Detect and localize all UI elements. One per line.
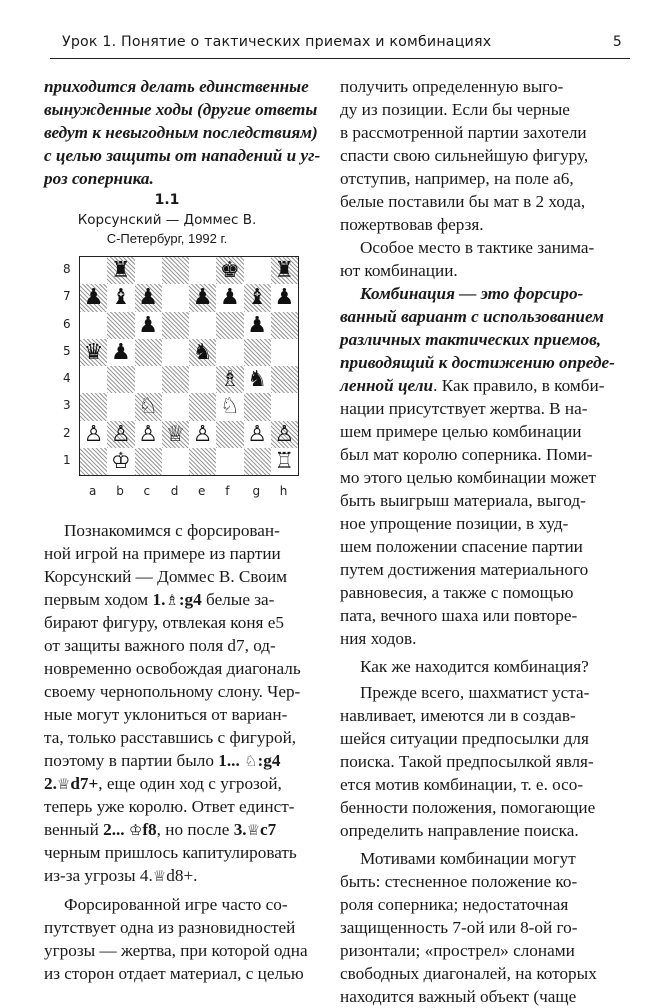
text-line: был мат королю соперника. Поми- <box>340 445 593 464</box>
chess-piece-icon: ♞ <box>247 367 267 392</box>
file-label: g <box>252 484 261 498</box>
text-line: ленной цели. Как правило, в комби- <box>340 376 605 395</box>
text-line: первым ходом 1.♗:g4 белые за- <box>44 590 275 609</box>
board-square <box>107 366 134 393</box>
text-line: черным пришлось капитулировать <box>44 843 297 862</box>
file-label: e <box>198 484 206 498</box>
chess-piece-icon: ♟ <box>138 285 158 311</box>
figure-players: Корсунский — Доммес В. <box>77 212 257 228</box>
chess-piece-icon: ♞ <box>192 339 213 365</box>
board-square <box>244 339 271 366</box>
board-square <box>162 339 189 366</box>
text-line: нации присутствует жертва. В на- <box>340 399 588 418</box>
text-line: угрозы — жертва, при которой одна <box>44 941 308 960</box>
text-line: Форсированной игре часто со- <box>64 895 288 914</box>
board-square <box>162 366 189 393</box>
text-line: спасти свою сильнейшую фигуру, <box>340 146 589 165</box>
rank-label: 8 <box>63 262 71 276</box>
chess-piece-icon: ♟ <box>192 285 213 311</box>
board-square <box>162 284 189 311</box>
chess-piece-icon: ♘ <box>138 394 158 420</box>
text-line: роз соперника. <box>44 169 154 188</box>
board-square <box>189 257 216 284</box>
board-square <box>80 448 107 475</box>
text-line: пата, вечного шаха или повторе- <box>340 606 578 625</box>
chess-piece-icon: ♙ <box>83 421 104 447</box>
text-line: ризонтали; «прострел» слонами <box>340 941 575 960</box>
text-line: вынужденные ходы (другие ответы <box>44 100 318 119</box>
text-line: своему чернопольному слону. Чер- <box>44 682 301 701</box>
text-line: Как же находится комбинация? <box>360 657 589 676</box>
rank-label: 2 <box>63 425 71 440</box>
board-square <box>135 257 162 284</box>
knight-icon: ♘ <box>244 752 258 770</box>
text-line: Комбинация — это форсиро- <box>360 284 584 303</box>
board-square <box>162 257 189 284</box>
chess-piece-icon: ♗ <box>220 367 240 392</box>
queen-icon: ♕ <box>56 775 71 793</box>
text-line: поэтому в партии было 1... ♘:g4 <box>44 751 281 770</box>
text-line: белые поставили бы мат в 2 хода, <box>340 192 586 211</box>
king-icon: ♔ <box>128 821 143 839</box>
chess-piece-icon: ♝ <box>111 285 131 311</box>
board-square <box>271 393 298 420</box>
board-square <box>80 312 107 339</box>
text-line: получить определенную выго- <box>340 77 564 96</box>
chess-piece-icon: ♟ <box>138 312 158 338</box>
chess-piece-icon: ♛ <box>83 339 104 365</box>
text-line: новременно освобождая диагональ <box>44 659 301 678</box>
board-square <box>107 393 134 420</box>
chess-board <box>79 256 299 476</box>
rank-label: 1 <box>63 452 71 467</box>
chess-piece-icon: ♙ <box>274 421 295 447</box>
chess-piece-icon: ♙ <box>138 421 158 447</box>
chess-piece-icon: ♜ <box>274 258 295 283</box>
file-label: c <box>143 484 151 498</box>
text-line: Мотивами комбинации могут <box>360 849 576 868</box>
chess-piece-icon: ♟ <box>220 285 240 311</box>
board-square <box>244 448 271 475</box>
file-label: f <box>225 484 230 498</box>
text-line: путствует одна из разновидностей <box>44 918 296 937</box>
chess-piece-icon: ♙ <box>111 421 131 447</box>
chess-piece-icon: ♟ <box>111 339 131 365</box>
text-line: роля соперника; недостаточная <box>340 895 569 914</box>
chess-piece-icon: ♝ <box>247 285 267 311</box>
text-line: Познакомимся с форсирован- <box>64 521 280 540</box>
text-line: определить направление поиска. <box>340 821 579 840</box>
text-line: пожертвовав ферзя. <box>340 215 484 234</box>
text-line: ное упрощение позиции, в худ- <box>340 514 569 533</box>
text-line: ют комбинации. <box>340 261 458 280</box>
board-square <box>80 257 107 284</box>
figure-place: С-Петербург, 1992 г. <box>106 231 228 246</box>
board-square <box>135 448 162 475</box>
text-line: различных тактических приемов, <box>340 330 602 349</box>
board-square <box>162 448 189 475</box>
text-line: быть выигрыш материала, выгод- <box>340 491 586 510</box>
text-line: ные могут уклониться от вариан- <box>44 705 288 724</box>
file-label: h <box>279 484 288 498</box>
board-square <box>216 448 243 475</box>
text-line: ведут к невыгодным последствиям) <box>44 123 318 142</box>
file-label: d <box>170 484 179 498</box>
board-square <box>271 339 298 366</box>
board-square <box>162 393 189 420</box>
figure-number: 1.1 <box>154 192 180 208</box>
text-line: Особое место в тактике занима- <box>360 238 595 257</box>
board-square <box>216 421 243 448</box>
rank-label: 4 <box>63 371 71 385</box>
text-line: теперь уже королю. Ответ единст- <box>44 797 295 816</box>
chess-piece-icon: ♙ <box>247 421 267 447</box>
queen-icon: ♕ <box>152 867 167 885</box>
board-square <box>189 312 216 339</box>
board-square <box>135 339 162 366</box>
header-rule <box>50 58 630 59</box>
text-line: отступив, например, на поле a6, <box>340 169 574 188</box>
text-line: шем положении спасение партии <box>340 537 583 556</box>
chess-piece-icon: ♚ <box>220 258 240 283</box>
board-square <box>244 393 271 420</box>
running-header-title: Урок 1. Понятие о тактических приемах и комбинациях <box>62 34 492 50</box>
text-line: бирают фигуру, отвлекая коня e5 <box>44 613 284 632</box>
rank-label: 7 <box>63 289 71 304</box>
text-line: ванный вариант с использованием <box>340 307 604 326</box>
board-square <box>80 366 107 393</box>
bishop-icon: ♗ <box>165 591 179 609</box>
text-line: из сторон отдает материал, с целью <box>44 964 304 983</box>
chess-piece-icon: ♘ <box>220 394 240 420</box>
chess-piece-icon: ♟ <box>83 285 104 311</box>
text-line: от защиты важного поля d7, од- <box>44 636 276 655</box>
text-line: Прежде всего, шахматист уста- <box>360 683 590 702</box>
board-square <box>189 366 216 393</box>
board-square <box>216 312 243 339</box>
text-line: Корсунский — Доммес В. Своим <box>44 567 288 586</box>
rank-label: 5 <box>63 343 71 358</box>
text-line: приводящий к достижению опреде- <box>340 353 615 372</box>
board-square <box>189 448 216 475</box>
text-line: поиска. Такой предпосылкой явля- <box>340 752 594 771</box>
chess-piece-icon: ♕ <box>165 421 186 447</box>
text-line: та, только расставшись с фигурой, <box>44 728 297 747</box>
text-line: мо этого целью комбинации может <box>340 468 597 487</box>
board-square <box>271 366 298 393</box>
text-line: с целью защиты от нападений и уг- <box>44 146 321 165</box>
chess-piece-icon: ♟ <box>247 312 267 338</box>
text-line: равновесия, а также с помощью <box>340 583 574 602</box>
chess-piece-icon: ♙ <box>192 421 213 447</box>
board-square <box>107 312 134 339</box>
text-line: быть: стесненное положение ко- <box>340 872 578 891</box>
text-line: из-за угрозы 4.♕d8+. <box>44 866 198 885</box>
chess-piece-icon: ♟ <box>274 285 295 311</box>
text-line: ния ходов. <box>340 629 417 648</box>
chess-piece-icon: ♔ <box>111 448 131 474</box>
text-line: защищенность 7-ой или 8-ой го- <box>340 918 578 937</box>
board-square <box>162 312 189 339</box>
text-line: навливает, имеются ли в создав- <box>340 706 576 725</box>
text-line: находится важный объект (чаще <box>340 987 577 1006</box>
rank-label: 3 <box>63 398 71 413</box>
text-line: путем достижения материального <box>340 560 589 579</box>
text-line: 2.♕d7+, еще один ход с угрозой, <box>44 774 282 793</box>
board-square <box>271 312 298 339</box>
chess-piece-icon: ♜ <box>111 258 131 283</box>
board-square <box>244 257 271 284</box>
text-line: бенности положения, помогающие <box>340 798 596 817</box>
text-line: в рассмотренной партии захотели <box>340 123 587 142</box>
queen-icon: ♕ <box>246 821 261 839</box>
rank-label: 6 <box>63 316 71 331</box>
board-square <box>216 339 243 366</box>
text-line: приходится делать единственные <box>44 77 309 96</box>
text-line: ду из позиции. Если бы черные <box>340 100 570 119</box>
text-line: ется мотив комбинации, т. е. осо- <box>340 775 584 794</box>
text-line: шем примере целью комбинации <box>340 422 582 441</box>
page-number: 5 <box>612 34 622 50</box>
board-square <box>80 393 107 420</box>
text-line: венный 2... ♔f8, но после 3.♕c7 <box>44 820 277 839</box>
board-square <box>189 393 216 420</box>
file-label: b <box>116 484 124 498</box>
running-header <box>62 34 622 56</box>
board-square <box>135 366 162 393</box>
file-label: a <box>89 484 97 498</box>
text-line: шейся ситуации предпосылки для <box>340 729 589 748</box>
text-line: свободных диагоналей, на которых <box>340 964 597 983</box>
text-line: ной игрой на примере из партии <box>44 544 281 563</box>
chess-piece-icon: ♖ <box>274 448 295 474</box>
